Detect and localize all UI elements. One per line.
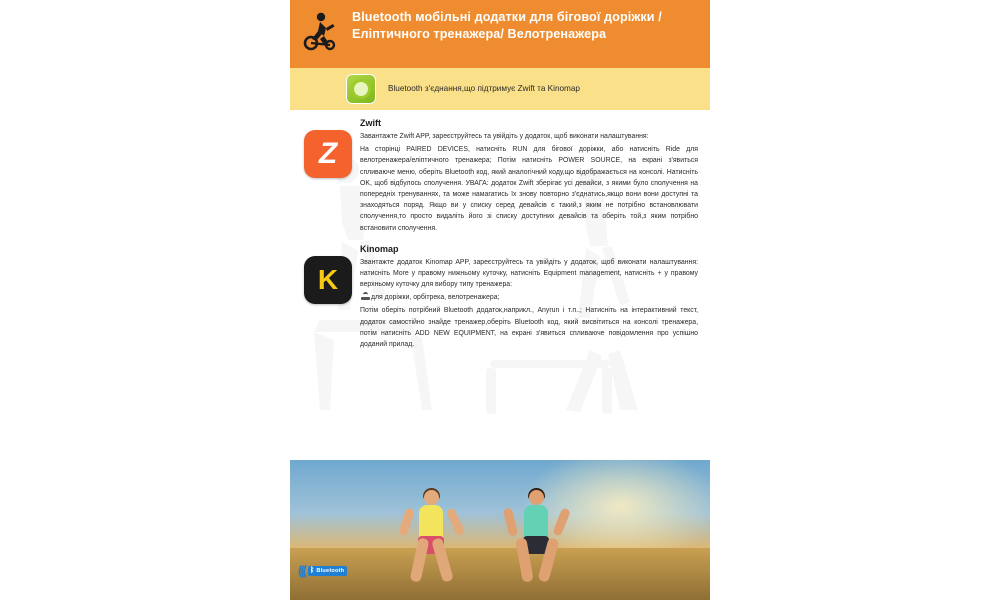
document-page (290, 0, 710, 600)
subheader-text: Bluetooth з'єднання,що підтримує Zwift та Kinomap (388, 83, 580, 93)
section-zwift (290, 110, 710, 236)
section-kinomap (290, 236, 710, 353)
zwift-icon-wrap (300, 118, 356, 236)
treadmill-icon (361, 294, 370, 300)
runner-man-arm-left (503, 507, 519, 536)
kinomap-equipment-text: для доріжки, орбітрека, велотренажера; (371, 294, 500, 302)
kinomap-icon-wrap (300, 244, 356, 353)
kinomap-text-block (356, 244, 698, 353)
zwift-paragraph-2: На сторінці PAIRED DEVICES, натисніть RUN для бігової доріжки, або натисніть Ride для велотренажера/еліптичного тренажера; Потім натисніть POWER SOURCE, на екрані з'явиться спливаюче меню, оберіть Bluetooth код, який аналогічний коду,що відображається на консолі. Натисніть OK, щоб відбулось сполучення. УВАГА: додаток Zwift зберігає усі девайси, з якими було сполучення на попередніх тренуваннях, та може намагатись їх знову повторно з'єднатись,якщо вони вони доступні та знаходяться поряд. Якщо ви у списку серед девайсів є такий,з яким не потрібно встановлювати сполучення,то просто видаліть його зі списку доступних девайсів та оберіть той,з яким потрібно встановити сполучення. (360, 146, 698, 232)
person-on-elliptical-icon (300, 9, 346, 55)
green-app-icon (346, 74, 376, 104)
runner-man (505, 490, 567, 594)
kinomap-paragraph-1: Звантажте додаток Kinomap APP, зареєструйтесь та увійдіть у додаток, щоб виконати налаштування: натисніть More у правому нижньому куточку, натисніть Equipment management, натисніть + у правому верхньому куточку для вибору типу тренажера: (360, 258, 698, 289)
runner-woman-arm-left (398, 507, 415, 536)
kinomap-heading: Kinomap (360, 243, 399, 254)
zwift-app-icon (304, 130, 352, 178)
bluetooth-badge (298, 563, 347, 578)
bluetooth-icon: ᛒ (310, 567, 315, 574)
runner-woman-arm-right (446, 507, 466, 536)
zwift-heading: Zwift (360, 118, 381, 128)
page-title: Bluetooth мобільні додатки для бігової доріжки /Еліптичного тренажера/ Велотренажера (352, 10, 662, 41)
subheader-bar (290, 68, 710, 110)
zwift-icon-glyph: Z (318, 137, 338, 170)
content-body (290, 110, 710, 460)
kinomap-equipment-line (360, 292, 698, 303)
bluetooth-pill (308, 566, 347, 576)
field-ground (290, 548, 710, 600)
bluetooth-label: Bluetooth (316, 567, 345, 574)
runner-woman-leg-left (410, 537, 430, 582)
two-runners-outdoor-photo (290, 460, 710, 600)
zwift-text-block (356, 118, 698, 236)
kinomap-app-icon (304, 256, 352, 304)
runner-man-head (529, 490, 544, 505)
zwift-paragraph-1: Завантажте Zwift APP, зареєструйтесь та увійдіть у додаток, щоб виконати налаштування: (360, 133, 649, 140)
kinomap-icon-glyph: K (317, 263, 339, 295)
page-header (290, 0, 710, 68)
runner-woman (400, 490, 462, 594)
bluetooth-wave-icon: ((( (298, 563, 305, 578)
kinomap-paragraph-2: Потім оберіть потрібний Bluetooth додаток,наприкл., Anyrun і т.п..; Натисніть на інтерактивний текст, додаток самостійно знайде тренажер,оберіть Bluetooth код, який висвітиться на консолі тренажера, потім натисніть ADD NEW EQUIPMENT, на екрані з'явиться спливаюче повідомлення про успішно доданий прилад. (360, 307, 698, 348)
runner-woman-leg-right (431, 537, 454, 582)
runner-woman-head (424, 490, 439, 505)
